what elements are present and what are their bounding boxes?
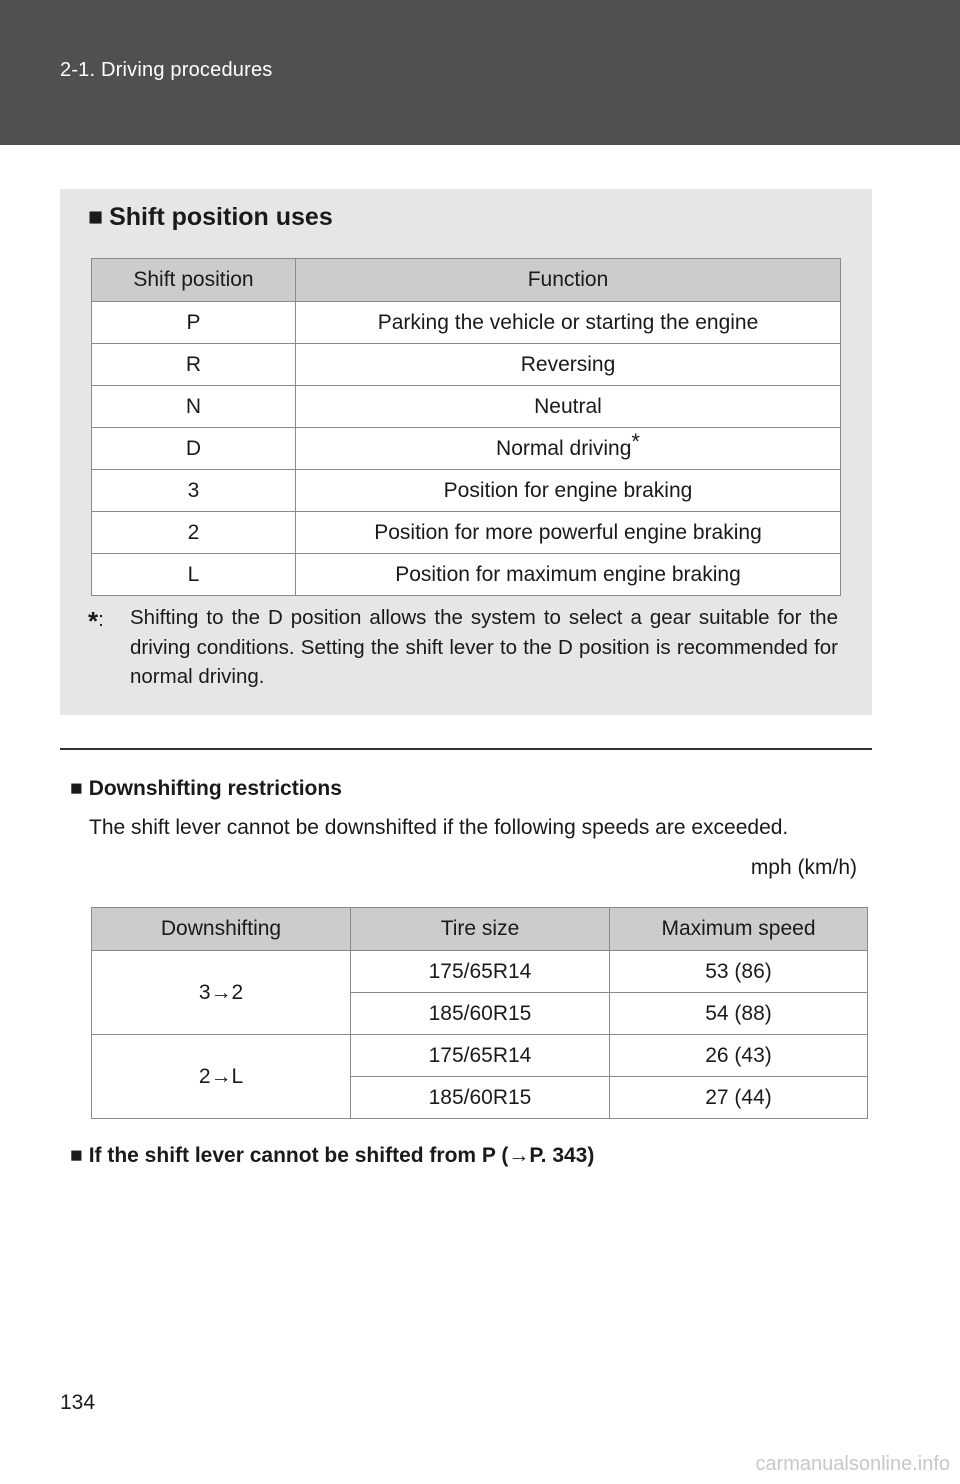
tire-size-cell: 185/60R15 xyxy=(351,993,610,1035)
shift-position-cell: R xyxy=(92,344,296,386)
downshift-cell: 3→2 xyxy=(92,951,351,1035)
column-header: Function xyxy=(296,259,841,302)
shift-position-cell: 2 xyxy=(92,512,296,554)
tire-size-cell: 185/60R15 xyxy=(351,1077,610,1119)
footnote-text: Shifting to the D position allows the system to select a gear suitable for the driving conditions. Setting the shift lever to the D position is recommended for normal driving. xyxy=(130,606,838,688)
max-speed-cell: 54 (88) xyxy=(610,993,868,1035)
function-cell: Parking the vehicle or starting the engine xyxy=(296,302,841,344)
footnote-asterisk: * xyxy=(631,428,640,454)
tire-size-cell: 175/65R14 xyxy=(351,1035,610,1077)
function-cell: Reversing xyxy=(296,344,841,386)
shift-position-cell: P xyxy=(92,302,296,344)
downshifting-description: The shift lever cannot be downshifted if the following speeds are exceeded. xyxy=(89,816,789,839)
function-cell: Neutral xyxy=(296,386,841,428)
shift-position-cell: N xyxy=(92,386,296,428)
shift-position-cell: L xyxy=(92,554,296,596)
downshift-cell: 2→L xyxy=(92,1035,351,1119)
max-speed-cell: 27 (44) xyxy=(610,1077,868,1119)
function-cell: Position for more powerful engine braking xyxy=(296,512,841,554)
table-row xyxy=(92,1035,868,1077)
function-cell: Position for engine braking xyxy=(296,470,841,512)
downshifting-table xyxy=(91,907,868,1119)
square-bullet-icon: ■ xyxy=(88,203,104,231)
footnote-marker: *: xyxy=(88,606,104,636)
section-title: 2-1. Driving procedures xyxy=(60,59,273,81)
unit-label: mph (km/h) xyxy=(750,856,857,879)
table-row xyxy=(92,428,841,470)
downshifting-heading: ■ Downshifting restrictions xyxy=(70,777,342,800)
shift-position-cell: D xyxy=(92,428,296,470)
table-row xyxy=(92,554,841,596)
column-header: Tire size xyxy=(351,908,610,951)
table-header-row xyxy=(92,259,841,302)
table-row xyxy=(92,386,841,428)
page-number: 134 xyxy=(60,1391,96,1414)
square-bullet-icon: ■ xyxy=(70,1144,83,1167)
shift-position-uses-box xyxy=(60,189,872,715)
table-header-row xyxy=(92,908,868,951)
shift-position-table xyxy=(91,258,841,596)
function-cell: Normal driving* xyxy=(296,428,841,470)
square-bullet-icon: ■ xyxy=(70,777,83,800)
column-header: Maximum speed xyxy=(610,908,868,951)
shift-from-p-heading: ■ If the shift lever cannot be shifted from P (→P. 343) xyxy=(70,1144,595,1167)
table-row xyxy=(92,302,841,344)
shift-position-uses-heading: ■ Shift position uses xyxy=(88,203,333,231)
footnote xyxy=(88,603,838,692)
table-row xyxy=(92,951,868,993)
shift-position-cell: 3 xyxy=(92,470,296,512)
section-divider xyxy=(60,748,872,750)
table-row xyxy=(92,470,841,512)
max-speed-cell: 53 (86) xyxy=(610,951,868,993)
watermark: carmanualsonline.info xyxy=(755,1453,950,1475)
function-cell: Position for maximum engine braking xyxy=(296,554,841,596)
column-header: Shift position xyxy=(92,259,296,302)
page-header xyxy=(0,0,960,145)
tire-size-cell: 175/65R14 xyxy=(351,951,610,993)
table-row xyxy=(92,344,841,386)
column-header: Downshifting xyxy=(92,908,351,951)
table-row xyxy=(92,512,841,554)
max-speed-cell: 26 (43) xyxy=(610,1035,868,1077)
